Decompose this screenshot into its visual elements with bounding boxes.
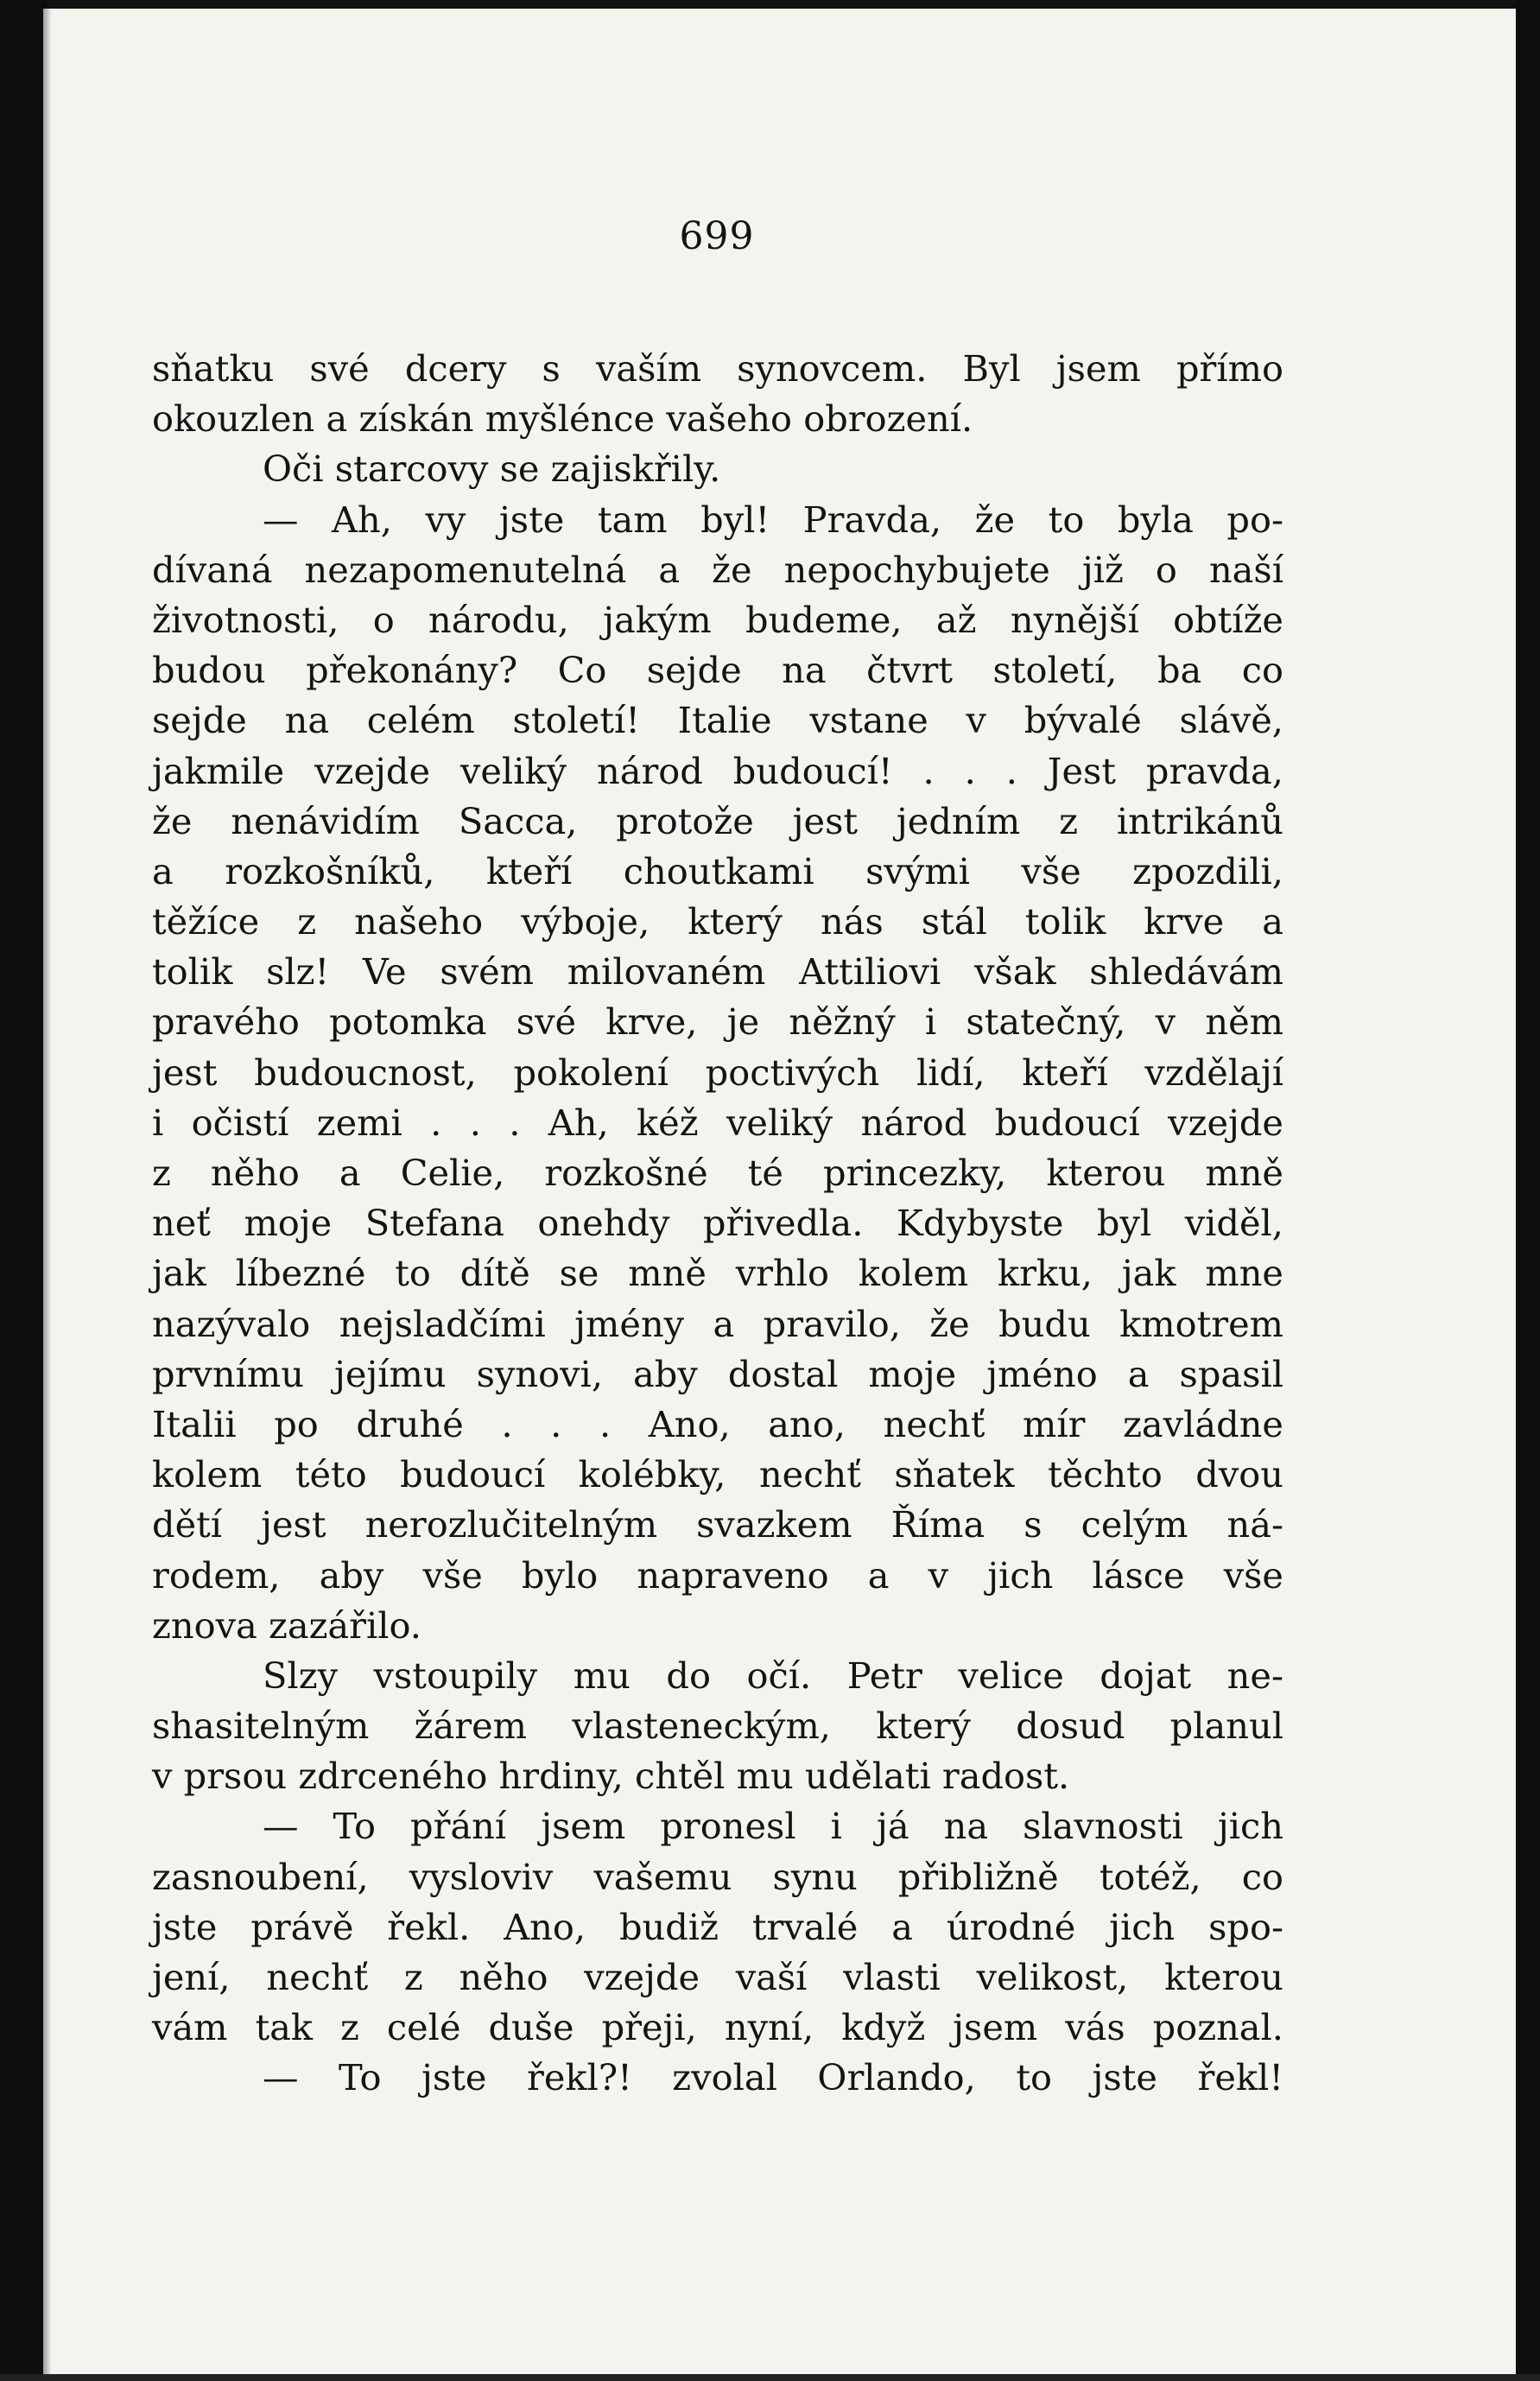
page-number: 699 <box>679 214 755 258</box>
text-line: znova zazářilo. <box>152 1603 421 1647</box>
text-line: dívaná nezapomenutelná a že nepochybujete již o naší <box>152 548 1283 591</box>
text-line: — To přání jsem pronesl i já na slavnosti jich <box>263 1805 1283 1848</box>
text-line: jste právě řekl. Ano, budiž trvalé a úrodné jich spo- <box>152 1905 1283 1948</box>
text-line: Slzy vstoupily mu do očí. Petr velice dojat ne- <box>263 1654 1283 1697</box>
text-line: kolem této budoucí kolébky, nechť sňatek těchto dvou <box>152 1453 1283 1496</box>
text-line: — To jste řekl?! zvolal Orlando, to jste řekl! <box>263 2056 1283 2099</box>
scan-edge-bottom <box>0 2374 1540 2381</box>
text-line: — Ah, vy jste tam byl! Pravda, že to byla po- <box>263 498 1283 541</box>
text-line: pravého potomka své krve, je něžný i statečný, v něm <box>152 1000 1283 1044</box>
text-line: Oči starcovy se zajiskřily. <box>263 448 721 491</box>
text-line: životnosti, o národu, jakým budeme, až nynější obtíže <box>152 598 1283 641</box>
text-line: shasitelným žárem vlasteneckým, který dosud planul <box>152 1705 1283 1748</box>
scan-edge-top <box>0 0 1540 9</box>
text-line: zasnoubení, vysloviv vašemu synu přibližně totéž, co <box>152 1855 1283 1898</box>
text-line: rodem, aby vše bylo napraveno a v jich lásce vše <box>152 1553 1283 1597</box>
text-line: v prsou zdrceného hrdiny, chtěl mu udělati radost. <box>152 1755 1070 1798</box>
text-line: dětí jest nerozlučitelným svazkem Říma s celým ná- <box>152 1503 1283 1546</box>
text-line: sejde na celém století! Italie vstane v bývalé slávě, <box>152 699 1283 742</box>
text-line: z něho a Celie, rozkošné té princezky, kterou mně <box>152 1152 1283 1194</box>
scan-edge-right <box>1516 0 1540 2381</box>
text-line: okouzlen a získán myšlénce vašeho obrození. <box>152 397 973 441</box>
text-line: vám tak z celé duše přeji, nyní, když jsem vás poznal. <box>152 2006 1283 2049</box>
text-line: těžíce z našeho výboje, který nás stál tolik krve a <box>152 900 1283 943</box>
text-line: sňatku své dcery s vaším synovcem. Byl jsem přímo <box>152 347 1283 390</box>
text-line: tolik slz! Ve svém milovaném Attiliovi však shledávám <box>152 950 1283 994</box>
text-line: jak líbezné to dítě se mně vrhlo kolem krku, jak mne <box>152 1252 1283 1295</box>
text-line: že nenávidím Sacca, protože jest jedním z intrikánů <box>152 799 1283 842</box>
text-line: jest budoucnost, pokolení poctivých lidí, kteří vzdělají <box>152 1051 1283 1094</box>
text-line: nazývalo nejsladčími jmény a pravilo, že budu kmotrem <box>152 1302 1283 1345</box>
text-line: jení, nechť z něho vzejde vaší vlasti velikost, kterou <box>152 1956 1283 1998</box>
text-line: Italii po druhé . . . Ano, ano, nechť mír zavládne <box>152 1402 1283 1445</box>
text-line: neť moje Stefana onehdy přivedla. Kdybyste byl viděl, <box>152 1202 1283 1245</box>
body-text <box>152 344 1283 2104</box>
text-line: i očistí zemi . . . Ah, kéž veliký národ budoucí vzejde <box>152 1101 1283 1144</box>
text-line: budou překonány? Co sejde na čtvrt století, ba co <box>152 649 1283 692</box>
text-line: jakmile vzejde veliký národ budoucí! . . . Jest pravda, <box>152 749 1283 792</box>
scan-edge-left <box>0 0 43 2381</box>
text-line: a rozkošníků, kteří choutkami svými vše zpozdili, <box>152 849 1283 892</box>
text-line: prvnímu jejímu synovi, aby dostal moje jméno a spasil <box>152 1352 1283 1395</box>
